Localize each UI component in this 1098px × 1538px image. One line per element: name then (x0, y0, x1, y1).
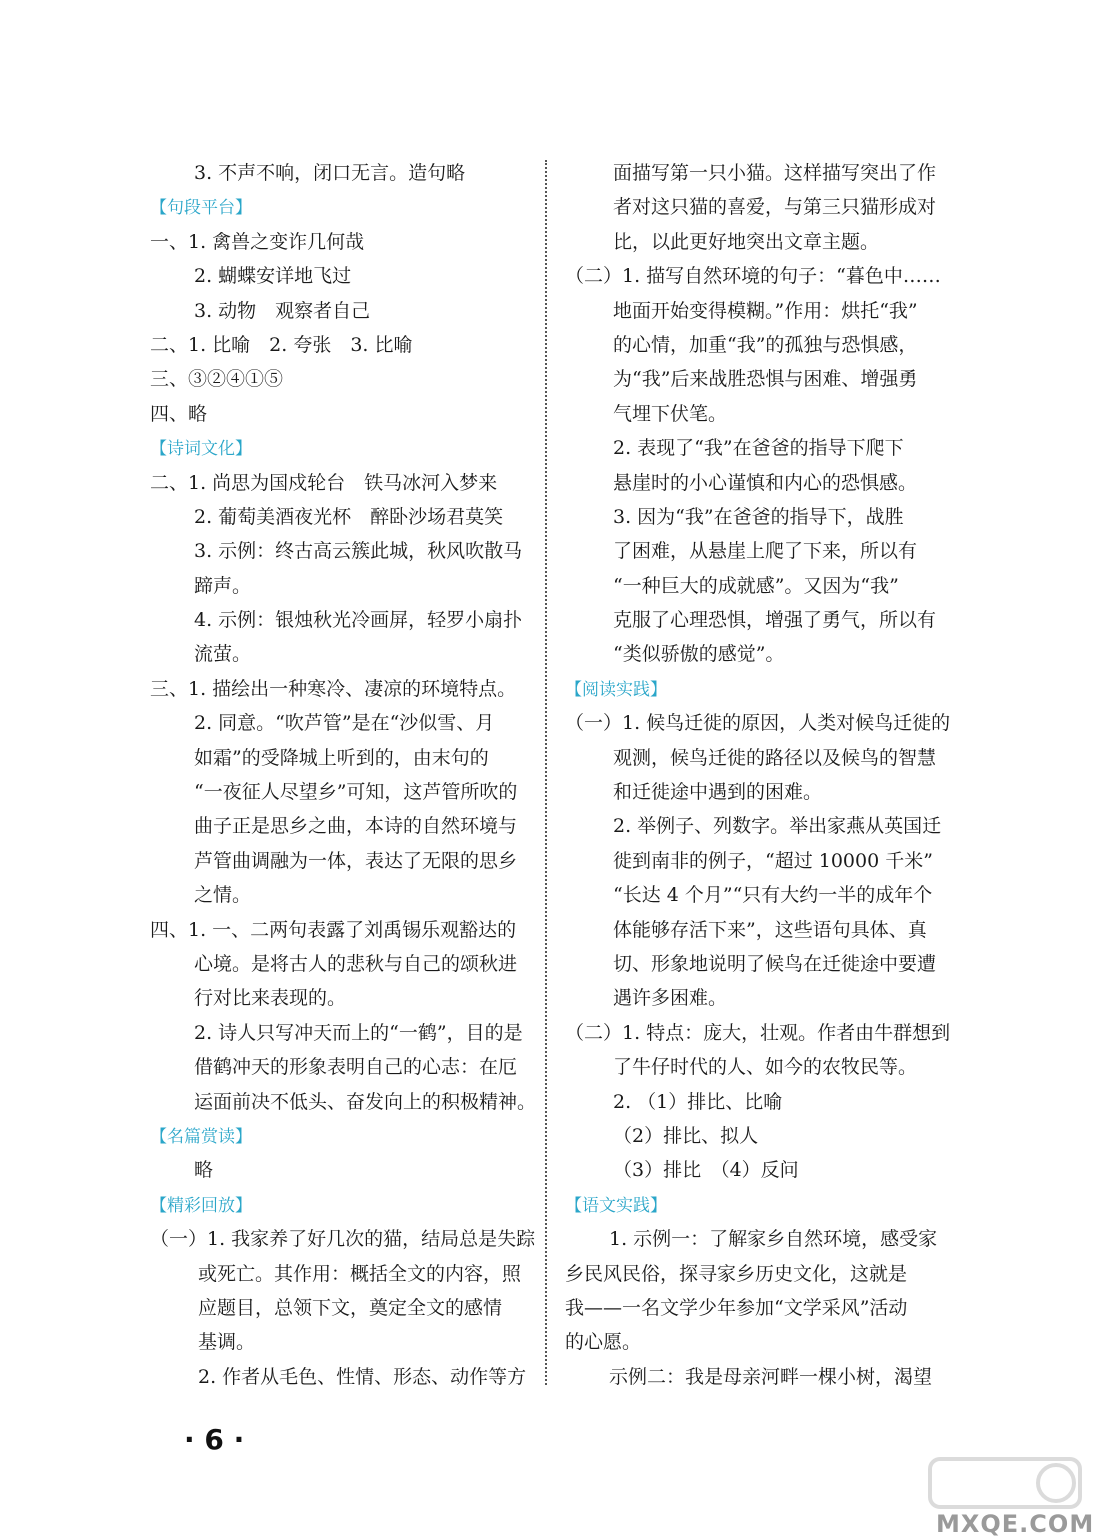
text-line: 蹄声。 (194, 574, 252, 597)
text-line: 基调。 (198, 1331, 256, 1354)
text-line: 观测，候鸟迁徙的路径以及候鸟的智慧 (613, 746, 937, 769)
section-heading (150, 1188, 530, 1222)
text-line: 遇许多困难。 (613, 987, 728, 1010)
text-line: （二）1. 特点：庞大，壮观。作者由牛群想到 (565, 1021, 951, 1044)
text-line: 2. 葡萄美酒夜光杯 醉卧沙场君莫笑 (194, 505, 504, 528)
text-line: 了困难，从悬崖上爬了下来，所以有 (613, 540, 918, 563)
text-line: 1. 示例一：了解家乡自然环境，感受家 (609, 1228, 938, 1251)
text-line: 乡民风民俗，探寻家乡历史文化，这就是 (565, 1262, 908, 1285)
text-line: 行对比来表现的。 (194, 987, 347, 1010)
section-heading-label: 【精彩回放】 (150, 1195, 252, 1216)
right-column (565, 156, 951, 1394)
text-line: 气埋下伏笔。 (613, 402, 728, 425)
text-line: 了牛仔时代的人、如今的农牧民等。 (613, 1056, 918, 1079)
text-line: （一）1. 候鸟迁徙的原因，人类对候鸟迁徙的 (565, 712, 951, 735)
text-line: 2. 表现了“我”在爸爸的指导下爬下 (613, 437, 904, 460)
text-line: （3）排比 （4）反问 (613, 1159, 799, 1182)
text-line: 三、③②④①⑤ (150, 368, 284, 391)
section-heading (565, 1188, 945, 1222)
section-heading (565, 672, 945, 706)
text-line: 二、1. 尚思为国戍轮台 铁马冰河入梦来 (150, 471, 498, 494)
text-line: 3. 不声不响，闭口无言。造句略 (194, 162, 466, 184)
text-line: 之情。 (194, 884, 252, 907)
page-number: · 6 · (184, 1423, 245, 1456)
text-line: 四、1. 一、二两句表露了刘禹锡乐观豁达的 (150, 918, 517, 941)
text-line: 3. 动物 观察者自己 (194, 299, 371, 322)
text-line: 我——一名文学少年参加“文学采风”活动 (565, 1296, 908, 1319)
text-line: 体能够存活下来”，这些语句具体、真 (613, 918, 927, 941)
section-heading (150, 431, 530, 465)
text-line: 略 (194, 1159, 214, 1182)
text-line: 3. 示例：终古高云簇此城，秋风吹散马 (194, 540, 523, 563)
text-line: 2. 举例子、列数字。举出家燕从英国迁 (613, 815, 942, 838)
section-heading-label: 【诗词文化】 (150, 439, 252, 460)
column-divider (545, 160, 547, 1385)
left-column (150, 156, 537, 1394)
section-heading-label: 【阅读实践】 (565, 679, 667, 700)
text-line: 徙到南非的例子，“超过 10000 千米” (613, 849, 933, 872)
text-line: 的心情，加重“我”的孤独与恐惧感， (613, 333, 918, 356)
section-heading-label: 【语文实践】 (565, 1195, 667, 1216)
text-line: 的心愿。 (565, 1331, 642, 1354)
text-line: 比，以此更好地突出文章主题。 (613, 230, 880, 253)
text-line: （一）1. 我家养了好几次的猫，结局总是失踪 (150, 1228, 536, 1251)
text-line: 面描写第一只小猫。这样描写突出了作 (613, 162, 937, 184)
text-line: 为“我”后来战胜恐惧与困难、增强勇 (613, 368, 918, 391)
text-line: 曲子正是思乡之曲，本诗的自然环境与 (194, 815, 518, 838)
text-line: 2. 作者从毛色、性情、形态、动作等方 (198, 1365, 527, 1388)
text-line: 者对这只猫的喜爱，与第三只猫形成对 (613, 196, 937, 219)
watermark-text: MXQE.COM (936, 1510, 1095, 1538)
text-line: “一种巨大的成就感”。又因为“我” (613, 574, 899, 597)
section-heading-label: 【名篇赏读】 (150, 1126, 252, 1147)
text-line: “一夜征人尽望乡”可知，这芦管所吹的 (194, 781, 518, 804)
text-line: 或死亡。其作用：概括全文的内容，照 (198, 1262, 522, 1285)
text-line: 借鹤冲天的形象表明自己的心志：在厄 (194, 1056, 518, 1079)
section-heading-label: 【句段平台】 (150, 198, 252, 219)
text-line: （二）1. 描写自然环境的句子：“暮色中…… (565, 265, 941, 288)
text-line: 悬崖时的小心谨慎和内心的恐惧感。 (613, 471, 918, 494)
text-line: （2）排比、拟人 (613, 1124, 759, 1147)
text-line: 应题目，总领下文，奠定全文的感情 (198, 1296, 503, 1319)
text-line: 三、1. 描绘出一种寒冷、凄凉的环境特点。 (150, 677, 517, 700)
text-line: 4. 示例：银烛秋光冷画屏，轻罗小扇扑 (194, 609, 523, 632)
text-line: 2. （1）排比、比喻 (613, 1090, 783, 1113)
text-line: 切、形象地说明了候鸟在迁徙途中要遭 (613, 952, 937, 975)
text-line: 芦管曲调融为一体，表达了无限的思乡 (194, 849, 518, 872)
section-heading (150, 1119, 530, 1153)
text-line: 2. 蝴蝶安详地飞过 (194, 265, 352, 288)
text-line: “长达 4 个月”“只有大约一半的成年个 (613, 884, 933, 907)
text-line: 2. 诗人只写冲天而上的“一鹤”，目的是 (194, 1021, 523, 1044)
text-line: 运面前决不低头、奋发向上的积极精神。 (194, 1090, 537, 1113)
text-line: 2. 同意。“吹芦管”是在“沙似雪、月 (194, 712, 495, 735)
text-line: 四、略 (150, 402, 208, 425)
text-line: 3. 因为“我”在爸爸的指导下，战胜 (613, 505, 904, 528)
text-line: 二、1. 比喻 2. 夸张 3. 比喻 (150, 333, 413, 356)
text-line: 克服了心理恐惧，增强了勇气，所以有 (613, 609, 937, 632)
text-line: 如霜”的受降城上听到的，由末句的 (194, 746, 489, 769)
text-line: 心境。是将古人的悲秋与自己的颂秋进 (194, 952, 518, 975)
text-line: 流萤。 (194, 643, 252, 666)
text-line: 地面开始变得模糊。”作用：烘托“我” (613, 299, 918, 322)
text-line: 和迁徙途中遇到的困难。 (613, 781, 823, 804)
section-heading (150, 190, 530, 224)
text-line: 一、1. 禽兽之变诈几何哉 (150, 230, 365, 253)
text-line: 示例二：我是母亲河畔一棵小树，渴望 (609, 1365, 933, 1388)
text-line: “类似骄傲的感觉”。 (613, 643, 785, 666)
